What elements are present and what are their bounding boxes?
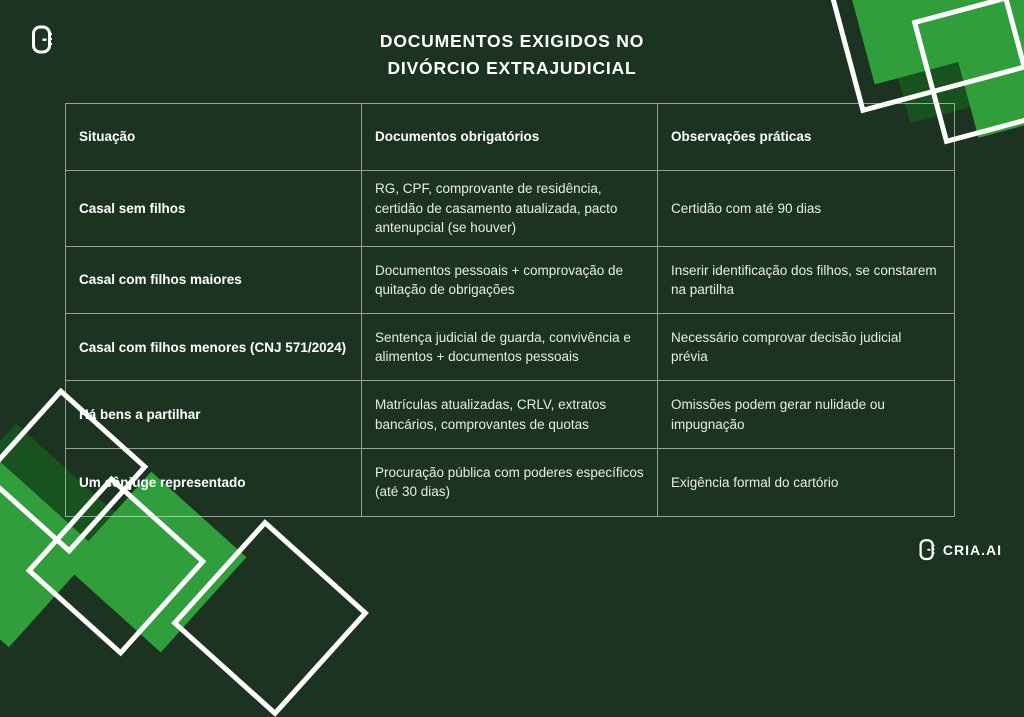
cell-documentos: Sentença judicial de guarda, convivência e alimentos + documentos pessoais [362, 314, 658, 381]
cell-observacoes: Inserir identificação dos filhos, se constarem na partilha [658, 247, 954, 314]
cell-situacao: Casal sem filhos [66, 171, 362, 247]
page-title-line2: DIVÓRCIO EXTRAJUDICIAL [387, 58, 637, 79]
cell-documentos: Documentos pessoais + comprovação de quitação de obrigações [362, 247, 658, 314]
cell-situacao: Um cônjuge representado [66, 449, 362, 516]
documents-table [65, 103, 955, 517]
cell-situacao: Há bens a partilhar [66, 381, 362, 448]
phone-frame-logo-icon [918, 538, 936, 562]
cell-documentos: Matrículas atualizadas, CRLV, extratos bancários, comprovantes de quotas [362, 381, 658, 448]
cell-situacao: Casal com filhos maiores [66, 247, 362, 314]
cell-observacoes: Necessário comprovar decisão judicial prévia [658, 314, 954, 381]
cell-observacoes: Certidão com até 90 dias [658, 171, 954, 247]
header-cell-documentos: Documentos obrigatórios [362, 104, 658, 171]
brand-logo [918, 538, 1002, 562]
header-cell-situacao: Situação [66, 104, 362, 171]
cell-situacao: Casal com filhos menores (CNJ 571/2024) [66, 314, 362, 381]
page-title-line1: DOCUMENTOS EXIGIDOS NO [379, 31, 645, 51]
page-title [0, 28, 1024, 82]
cell-documentos: Procuração pública com poderes específicos (até 30 dias) [362, 449, 658, 516]
brand-name: CRIA.AI [942, 542, 1002, 558]
cell-documentos: RG, CPF, comprovante de residência, certidão de casamento atualizada, pacto antenupcial (se houver) [362, 171, 658, 247]
cell-observacoes: Exigência formal do cartório [671, 474, 839, 490]
header-cell-observacoes: Observações práticas [658, 104, 954, 171]
cell-observacoes: Omissões podem gerar nulidade ou impugnação [658, 381, 954, 448]
